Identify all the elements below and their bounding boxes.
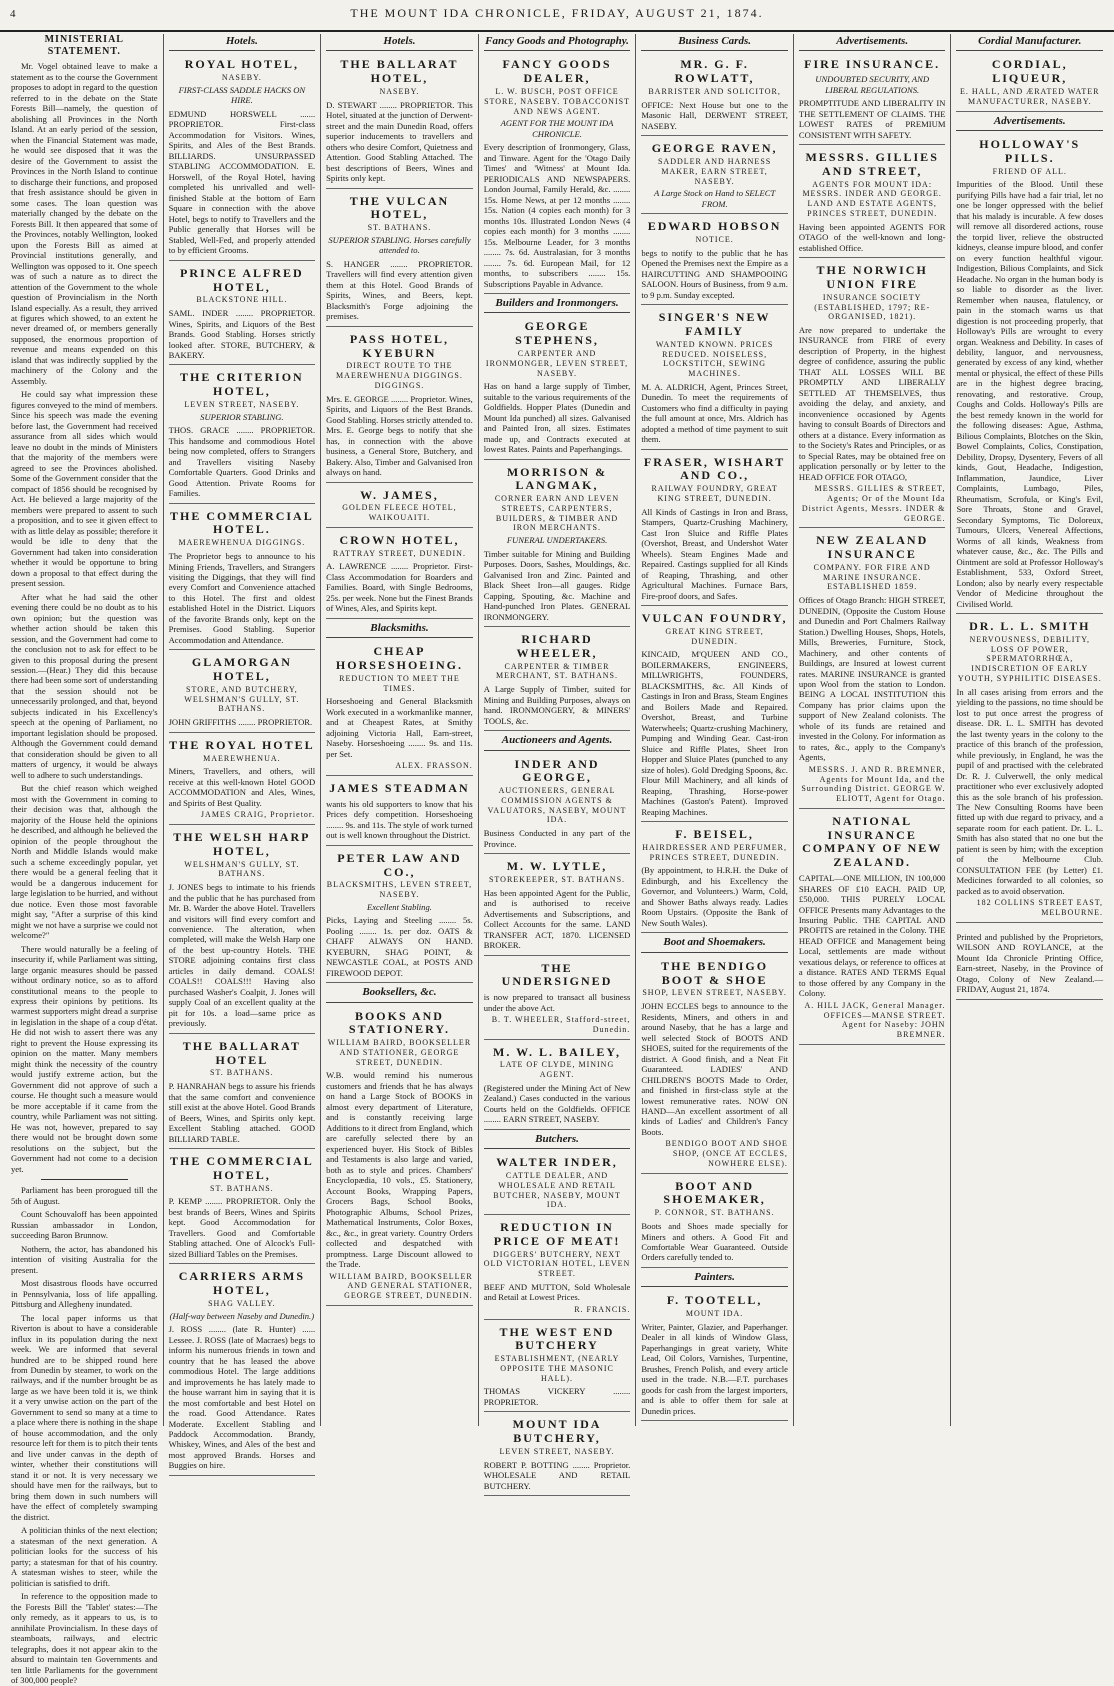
advertisement-heading: FRASER, WISHART AND CO., [643,454,786,483]
advertisement-body: Printed and published by the Proprietors, WILSON AND ROYLANCE, at the Mount Ida Chronicle Printing Office, Earn-street, Naseby, in the Province of Otago, Colony of New Zealand.—FRIDAY, August 21, 1874. [956,931,1104,995]
advertisement [169,368,316,503]
advertisement-heading: CHEAP HORSESHOEING. [335,644,463,673]
section-heading: Cordial Manufacturer. [956,35,1103,51]
advertisement-tagline: Excellent Stabling. [366,901,432,912]
advertisement-subheading: MAEREWHENUA DIGGINGS. [178,538,306,548]
advertisement-body: PROMPTITUDE AND LIBERALITY IN THE SETTLEMENT OF CLAIMS. THE LOWEST RATES of PREMIUM CONSISTENT WITH SAFETY. [798,98,946,140]
advertisement [169,1267,316,1476]
advertisement-subheading: MOUNT IDA. [685,1309,744,1319]
advertisement-signature: WILLIAM BAIRD, BOOKSELLER AND GENERAL STATIONER, GEORGE STREET, DUNEDIN. [329,1271,473,1301]
advertisement-body: CAPITAL—ONE MILLION, IN 100,000 SHARES OF £10 EACH. PAID UP, £50,000. THIS PURELY LOCAL OFFICE Presents many Advantages to the Insuring Public. THE CAPITAL AND PROFITS are retained in the Colony. THE HEAD OFFICE and Management being Local, settlements are made without vexatious delays, or reference to offices at a distance. RATES AND TERMS Equal to those offered by any Company in the Colony. [798,873,946,999]
advertisement [956,926,1103,1000]
advertisement [169,264,316,366]
advertisement-subheading: WILLIAM BAIRD, BOOKSELLER AND STATIONER, GEORGE STREET, DUNEDIN. [327,1038,472,1067]
advertisement-subheading: ST. BATHANS. [367,223,432,233]
advertisement-subheading: SHOP, LEVEN STREET, NASEBY. [642,988,787,998]
advertisement-heading: W. JAMES, [360,487,439,502]
advertisement [169,55,316,260]
advertisement-body: EDMUND HORSWELL ....... PROPRIETOR. First-class Accommodation for Visitors. Wines, Spirits, and Ales of the Best Brands. BILLIARDS. UNSURPASSED STABLING ACCOMMODATION. E. Horswell, of the Royal Hotel, having completed his unrivalled and well-finished Stable at the bottom of Earn Square in connection with the above Hotel, begs to notify to Travellers and the Public generally that Horses will be Stabled, Well-Fed, and properly attended to by efficient Grooms. [168,108,316,256]
advertisement-body: OFFICE: Next House but one to the Masonic Hall, DERWENT STREET, NASEBY. [641,99,788,131]
section-heading: Business Cards. [641,35,788,51]
advertisement [326,531,473,619]
advertisement [641,217,788,305]
section-heading: Painters. [641,1271,788,1287]
advertisement-subheading: RAILWAY FOUNDRY, GREAT KING STREET, DUNEDIN. [651,484,778,504]
advertisement-heading: THE BALLARAT HOTEL, [340,57,459,86]
advertisement-body: Has been appointed Agent for the Public, and is authorised to receive Advertisements and Subscriptions, and Collect Accounts for the same. LAND TRANSFER ACT, 1870. LICENSED BROKER. [483,887,631,951]
column-7 [951,34,1108,1426]
advertisement [641,308,788,450]
advertisement [641,453,788,606]
column-6 [794,34,952,1426]
advertisement-subheading: GREAT KING STREET, DUNEDIN. [665,626,764,646]
article-paragraph: He could say what impression these figures conveyed to the mind of members. Since his speech was made the evening before last, the Government had received assurance from all sides which would leave no doubt in the minds of Ministers that the majority of the members were agreed to see the Provinces abolished. Some of the Government consider that the compact of 1856 should be recognised by Act. He believed a large majority of the members were prepared to assent to such a proposition, and to see it given effect to with as little delay as possible; therefore it would be idle to deny that the Government had taken into consideration whether it would be opportune to bring down a proposal to that effect during the present session. [11,389,158,589]
advertisement [169,653,316,732]
advertisement-body: Are now prepared to undertake the INSURANCE from FIRE of every description of Property, in the highest degree of confidence, assuring the public THAT ALL LOSSES WILL BE PROMPTLY AND LIBERALLY SETTLED AT THEMSELVES, thus avoiding the delay, and anxiety, and inconvenience occasioned by Agents having to consult Boards of Directors and others at a distance. Every information as to the Society's Rates and Principles, or as to Special Rates, may be obtained free on application personally or by letter to the HEAD OFFICE FOR OTAGO, [798,325,946,482]
advertisement-subheading: DIGGERS' BUTCHERY, NEXT OLD VICTORIAN HOTEL, LEVEN STREET. [483,1249,631,1279]
advertisement-subheading: INSURANCE SOCIETY (ESTABLISHED, 1797; RE-ORGANISED, 1821). [814,292,931,322]
advertisement [169,736,316,825]
advertisement-heading: NATIONAL INSURANCE COMPANY OF NEW ZEALAND. [802,813,943,870]
news-paragraph: Parliament has been prorogued till the 5th of August. [11,1185,158,1206]
advertisement-subheading: RATTRAY STREET, DUNEDIN. [332,548,466,558]
advertisement-subheading: WANTED KNOWN. PRICES REDUCED. NOISELESS, LOCKSTITCH, SEWING MACHINES. [655,339,774,379]
advertisement-heading: DR. L. L. SMITH [969,619,1091,634]
advertisement-subheading: NASEBY. [379,87,420,96]
article-paragraph: After what he had said the other evening there could be no doubt as to his own opinion; but the question was whether action should be taken this session, and the Government had come to the conclusion not to ask for effect to be given to this proposal during the present session.—(Hear.) They did this because there had been some sort of understanding that the session should not be unnecessarily prolonged, and that, beyond subjects indicated in his Excellency's speech at the opening of Parliament, no important legislation should be proposed. Although the Government could demand that consideration should be given to all matters of urgency, it would be always well to adhere to such understandings. [11,591,158,780]
advertisement-body: Every description of Ironmongery, Glass, and Tinware. Agent for the 'Otago Daily Times' and 'Witness' at Mount Ida. PERIODICALS AND NEWSPAPERS. London Journal, Family Herald, &c. ........ 15s. Home News, at per 12 months ........ 15s. Nation (4 copies each month) for 3 months 10s. Illustrated London News (4 copies each month) for 3 months ........ 15s. Melbourne Leader, for 3 months ........ 7s. 6d. Australasian, for 3 months ........ 7s. 6d. European Mail, for 12 months, to subscribers ........ 15s. Subscriptions Payable in Advance. [483,142,631,289]
advertisement-body: Impurities of the Blood. Until these purifying Pills have had a fair trial, let no one be longer oppressed with the belief that his malady is incurable. A few doses will remove all disordered actions, rouse the torpid liver, relieve the obstructed kidneys, cleanse impure blood, and confer on every function healthful vigour. Indigestion, Bilious Complaints, and Sick Headache. No organ in the human body is so liable to disorder as the liver. Remember when nausea, flatulency, or pain in the stomach warns us that digestion is not proceeding properly, that Holloway's Pills are wrought to every organ. Weakness and Debility. In cases of debility, languor, and nervousness, generated by excess of any kind, whether mental or physical, the effect of these Pills are in the highest degree bracing, renovating, and restorative. Croup, Coughs and Colds. Holloway's Pills are the best remedy known in the world for the following diseases: Ague, Asthma, Bilious Complaints, Blotches on the Skin, Bowel Complaints, Colics, Constipation, Debility, Dropsy, Dysentery, Fevers of all kinds, Gout, Headache, Indigestion, Inflammation, Jaundice, Liver Complaints, Lumbago, Piles, Rheumatism, Scrofula, or King's Evil, Sore Throats, Stone and Gravel, Secondary Symptoms, Tic Doloreux, Tumours, Ulcers, Venereal Affections, Worms of all kinds, Weakness from whatever cause, &c., &c. The Pills and Ointment are sold at Professor Holloway's Establishment, 533, Oxford Street, London; also by nearly every respectable Vendor of Medicine throughout the Civilised World. [956,179,1104,609]
section-heading: Advertisements. [799,35,946,51]
advertisement-body: A. LAWRENCE ........ Proprietor. First-Class Accommodation for Boarders and Families. Board, with Single Bedrooms, 25s. per week. None but the Finest Brands of Wines, Ales, and Spirits kept. [326,561,473,614]
advertisement-subheading: LATE OF CLYDE, MINING AGENT. [499,1060,615,1080]
article-ministerial-statement [11,34,158,1174]
advertisement [484,755,631,855]
advertisement-heading: SINGER'S NEW FAMILY [658,310,771,338]
advertisement-body: J. ROSS ........ (late R. Hunter) ...... Lessee. J. ROSS (late of Macraes) begs to inform his numerous friends in town and country that he has leased the above commodious Hotel. The large additions and improvements he has lately made to the house warrant him in saying that it is the most comfortable and best Hotel on the road. Good Attendance. Rates Moderate. Excellent Stabling and Paddock Accommodation. Brandy, Whiskey, Wines, and Ales of the best and most approved Brands. Horses and Buggies on hire. [168,1324,316,1471]
advertisement-heading: GEORGE STEPHENS, [515,319,599,348]
advertisement-tagline: UNDOUBTED SECURITY, AND LIBERAL REGULATIONS. [815,74,930,95]
advertisement-heading: NEW ZEALAND INSURANCE [816,533,929,562]
advertisement-signature: A. HILL JACK, General Manager. OFFICES—MANSE STREET. Agent for Naseby: JOHN BREMNER. [804,1000,946,1040]
news-paragraph: Most disastrous floods have occurred in Pennsylvania, loss of life appalling. Pittsburg and Allegheny inundated. [11,1278,158,1310]
advertisement-signature: B. T. WHEELER, Stafford-street, Dunedin. [491,1015,631,1034]
page-number: 4 [10,8,16,20]
advertisement-tagline: FIRST-CLASS SADDLE HACKS ON HIRE. [178,84,306,106]
advertisement-heading: THE WEST END BUTCHERY [499,1324,615,1353]
article-paragraph: But the chief reason which weighed most with the Government in coming to their decision was that, although the majority of the House held the opinions he described, and although he believed the opinion of the people throughout the North and Middle Islands would make such a scheme exceedingly popular, yet there would be a general feeling that it would be a dangerous inducement for large legislation to be hurried, and without due notice. Even those most favorable might say, "After a surprise of this kind might we not have a surprise we could not welcome?" [11,783,158,941]
column-5 [636,34,794,1426]
advertisement [326,779,473,846]
advertisement-subheading: REDUCTION TO MEET THE TIMES. [339,673,460,693]
advertisement-tagline: SUPERIOR STABLING. Horses carefully attended to. [328,234,471,256]
advertisement [326,192,473,327]
advertisement [326,330,473,483]
advertisement-body: A Large Supply of Timber, suited for Mining and Building Purposes, always on hand. IRONMONGERY, & MINERS' TOOLS, &c. [483,684,631,726]
advertisement-heading: FIRE INSURANCE. [804,57,941,72]
advertisement-heading: GEORGE RAVEN, [651,141,778,156]
article-paragraph: Mr. Vogel obtained leave to make a statement as to the course the Government proposes to adopt in regard to the question referred to in the debate on the State Forests Bill—namely, the question of abolishing all Provinces in the North Island. At an early period of the session, when the Financial Statement was made, he would see disposed that it was the desire of the Government to assist the Provinces in the North Island to continue to discharge their functions, and proposed that fresh assistance should be given in some cases. The loan question was materially changed by the debate on the Forests Bill. It then appeared that some of the Provinces, notably Wellington, looked upon the Forests Bill as aimed at Provincial institutions generally, and Wellington was opposed to it. One speech was of such a nature as to direct the attention of the Government to the whole question of Provincialism in the North Island especially. As a result, they arrived at figures which showed, to an extent he never dreamed of, or members generally supposed, the enormous proportion of revenue and means expended on this island that was indirectly supplied by the machinery of the Colony and the Assembly. [11,61,158,386]
advertisement-heading: MESSRS. GILLIES AND STREET, [805,150,939,178]
advertisement-heading: JAMES STEADMAN [329,780,470,795]
advertisement-subheading: CATTLE DEALER, AND WHOLESALE AND RETAIL BUTCHER, NASEBY, MOUNT IDA. [493,1171,621,1210]
advertisement [326,486,473,528]
advertisement-subheading: AGENTS FOR MOUNT IDA: MESSRS. INDER AND GEORGE. LAND AND ESTATE AGENTS, PRINCES STREET, DUNEDIN. [802,179,942,218]
advertisement-body: In all cases arising from errors and the yielding to the passions, no time should be lost to put once arrest the progress of disease. DR. L. L. SMITH has devoted the last twenty years in the colony to the practice of this branch of the profession, while previously, in England, he was the pupil of and practised with the celebrated Dr. R. J. Culverwell, the only medical practitioner who ever exclusively adopted this as the sole branch of his profession. The New Consulting Rooms have been fitted up with due regard to privacy, and a separate room for each patient. Dr. L. L. Smith has also stated that no one but the patient is seen by him; with the exception of the Melbourne Club. CONSULTATION FEE (by Letter) £1. Medicines forwarded to all colonies, so packed as to avoid observation. [956,686,1104,896]
advertisement-body: Has on hand a large supply of Timber, suitable to the various requirements of the Goldfields. Hopper Plates (Dunedin and Mount Ida punched) all sizes. Galvanised and Painted Iron, all sizes. Estimates made up, and Contracts executed at lowest Rates. Paints and Paperhangings. [483,381,631,455]
advertisement-heading: EDWARD HOBSON [647,219,782,234]
section-heading: Booksellers, &c. [326,986,473,1002]
section-heading: Blacksmiths. [326,622,473,638]
section-heading: Fancy Goods and Photography. [484,35,631,51]
advertisement-body: Business Conducted in any part of the Province. [483,828,631,849]
advertisement-heading: CARRIERS ARMS HOTEL, [178,1269,306,1298]
advertisement [484,857,631,955]
advertisement-heading: RICHARD WHEELER, [516,632,598,660]
advertisement [641,1291,788,1421]
advertisement-signature: MESSRS. J. AND R. BREMNER, Agents for Mount Ida, and the Surrounding District. GEORGE W. ELIOTT, Agent for Otago. [801,764,946,804]
advertisement [799,812,946,1045]
advertisement [956,135,1103,614]
advertisement-subheading: BLACKSTONE HILL. [196,295,288,305]
advertisement-heading: F. BEISEL, [675,827,754,842]
advertisement-heading: MORRISON & LANGMAK, [506,464,608,493]
advertisement-body: Miners, Travellers, and others, will receive at this well-known Hotel GOOD ACCOMMODATION and Ales, Wines, and Spirits of Best Quality. [168,766,316,808]
advertisement [484,1218,631,1320]
advertisement-subheading: WELSHMAN'S GULLY, ST. BATHANS. [184,859,300,879]
advertisement-body: (Registered under the Mining Act of New Zealand.) Cases conducted in the various Courts held on the Goldfields. OFFICE ........ EARN STREET, NASEBY. [483,1082,631,1125]
section-heading: Hotels. [169,35,316,51]
advertisement-subheading: NOTICE. [695,235,734,245]
advertisement-subheading: STORE, AND BUTCHERY, WELSHMAN'S GULLY, ST. BATHANS. [184,684,300,714]
advertisement [641,825,788,933]
advertisement-subheading: P. CONNOR, ST. BATHANS. [654,1208,775,1218]
advertisement-heading: BOOKS AND STATIONERY. [348,1008,450,1037]
advertisement-tagline: FUNERAL UNDERTAKERS. [506,535,608,546]
column-2 [164,34,322,1471]
advertisement-tagline: AGENT FOR THE MOUNT IDA CHRONICLE. [500,118,614,139]
advertisement-signature: BENDIGO BOOT AND SHOE SHOP, (ONCE AT ECCLES, NOWHERE ELSE). [665,1139,788,1168]
advertisement-heading: FANCY GOODS DEALER, [502,57,612,86]
news-paragraph: In reference to the opposition made to the Forests Bill the 'Tablet' states:—The only remedy, as it appears to us, is to annihilate Provincialism. In these days of steamboats, railways, and electric telegraphs, does it not appear akin to the absurd to maintain ten Governments and ten little Parliaments for the government of 300,000 people? [11,1591,158,1686]
advertisement-heading: WALTER INDER, [496,1155,618,1170]
advertisement-body: SAML. INDER ........ PROPRIETOR. Wines, Spirits, and Liquors of the Best Brands. Good Stabling. Horses strictly looked after. STORE, BUTCHERY, & BAKERY. [168,308,316,360]
advertisement [169,507,316,651]
advertisement [326,849,473,983]
advertisement [799,55,946,145]
section-heading: Hotels. [326,35,473,51]
advertisement-body: J. JONES begs to intimate to his friends and the public that he has purchased from Mr. B. Warder the above Hotel. Travellers and visitors will find every comfort and convenience. The alteration, when completed, will make the Welsh Harp one of the best up-country Hotels. THE STORE adjoining contains first class articles in daily demand. COALS! COALS!! COALS!!! Having also purchased Washer's Coalpit, J. Jones will supply Coal of an excellent quality at the pit for 10s. a load—same price as previously. [168,882,316,1029]
advertisement [956,55,1103,111]
advertisement-heading: THE ROYAL HOTEL [169,737,315,752]
advertisement [799,261,946,528]
advertisement-body: JOHN GRIFFITHS ........ PROPRIETOR. [168,717,313,728]
advertisement [484,630,631,731]
news-paragraph: The local paper informs us that Riverton is about to have a considerable influx in its population during the next week. We are informed that several hundred are to be shipped round here from Dunedin by steamer, to work on the railways, and if the number brought be as large as we have been told it is, we think it a very unwise action on the part of the Government to send so many at a time to a place where there is nothing in the shape of house accommodation, and the only resource left for them is to pitch their tents and live under canvas in the depth of winter, whether their constitutions will stand it or not. It is very necessary we should have men for the railways, but to bring them down in such numbers will have the effect of completely swamping the district. [11,1312,158,1522]
column-3 [321,34,479,1426]
advertisement-heading: THE BALLARAT HOTEL [182,1038,301,1067]
advertisement [484,959,631,1040]
advertisement-subheading: NASEBY. [221,73,262,83]
advertisement-heading: INDER AND GEORGE, [514,756,600,785]
advertisement-body: Having been appointed AGENTS FOR OTAGO of the well-known and long-established Office. [798,221,946,253]
advertisement-body: P. KEMP ........ PROPRIETOR. Only the best brands of Beers, Wines and Spirits kept. Good Accommodation for Travellers. Good and Comfortable Stabling attached. One of Alcock's Full-sized Billiard Tables on the Premises. [168,1196,316,1259]
column-1 [6,34,164,1686]
advertisement-subheading: CARPENTER & TIMBER MERCHANT, ST. BATHANS. [496,661,618,681]
advertisement-heading: THE VULCAN HOTEL, [349,193,450,222]
advertisement-tagline: A Large Stock on Hand to SELECT FROM. [653,188,776,209]
advertisement [169,1037,316,1149]
advertisement-heading: BOOT AND SHOEMAKER, [663,1178,766,1207]
news-paragraph: Count Schouvaloff has been appointed Russian ambassador in London, succeeding Baron Brunnow. [11,1209,158,1241]
advertisement-subheading: CARPENTER AND IRONMONGER, LEVEN STREET, NASEBY. [485,349,629,378]
advertisement-subheading: STOREKEEPER, ST. BATHANS. [488,874,626,884]
advertisement-tagline: SUPERIOR STABLING. [200,411,284,422]
advertisement-body: BEEF AND MUTTON, Sold Wholesale and Retail at Lowest Prices. [483,1281,631,1303]
advertisement-subheading: L. W. BUSCH, POST OFFICE STORE, NASEBY. TOBACCONIST AND NEWS AGENT. [484,87,630,116]
advertisement-heading: HOLLOWAY'S PILLS. [979,136,1081,165]
article-paragraph: There would naturally be a feeling of insecurity if, while Parliament was sitting, large organic measures should be passed without ordinary notice, so as to afford constitutional means to the people to express their opinions by petitions. Its warmest supporters might dread a surprise in legislation in the shape of a coup d'état. He did not wish to assert there was any right to prevent the House expressing its opinion on the matter. Many members might think the necessity of the country would justify extreme action, but the Government did not approve of such a course. He thought such a measure would be more acceptable if it came from the country, while Parliament was not sitting. He was not, however, prepared to say there would not be brought down some resolutions on the subject, but the Government had not come to a decision yet. [11,943,158,1174]
advertisement [169,1152,316,1264]
advertisement-heading: MOUNT IDA BUTCHERY, [512,1417,602,1446]
advertisement [484,1323,631,1413]
advertisement-body: JOHN ECCLES begs to announce to the Residents, Miners, and others in and around Naseby, that he has a large and well selected Stock of BOOTS AND SHOES, suited for the requirements of the district. A Good finish, and a Neat Fit Guaranteed. LADIES' AND CHILDREN'S BOOTS Made to Order, and finished in first-class style at the lowest remunerative rates. NOW ON HAND—An excellent assortment of all kinds of Ladies' and Children's Fancy Boots. [641,1001,788,1137]
advertisement [799,148,946,258]
advertisement-subheading: MAEREWHENUA. [203,753,281,763]
advertisement-heading: CORDIAL, LIQUEUR, [991,57,1068,86]
advertisement-heading: THE NORWICH UNION FIRE [816,263,928,291]
advertisement-body: All Kinds of Castings in Iron and Brass, Stampers, Quartz-Crushing Machinery, Cast Iron Sluice and Riffle Plates (Overshot, Breast, and Undershot Water Wheels). Steam Engines Made and Repaired. Castings supplied for all Kinds of Reaping, Thrashing, and other Agricultural Machines. Furnace Bars, Fire-proof doors, and Safes. [641,506,788,601]
advertisement-subheading: ST. BATHANS. [210,1183,274,1193]
newspaper-title: THE MOUNT IDA CHRONICLE, FRIDAY, AUGUST 21, 1874. [350,6,764,20]
advertisement-heading: THE WELSH HARP HOTEL, [173,829,311,858]
advertisement-subheading: ESTABLISHMENT, (NEARLY OPPOSITE THE MASONIC HALL). [494,1354,620,1383]
advertisement-heading: M. W. L. BAILEY, [493,1044,621,1059]
advertisement-heading: THE CRITERION HOTEL, [180,370,304,399]
advertisement [484,1043,631,1130]
advertisement [799,531,946,809]
advertisement-body: begs to notify to the public that he has Opened the Premises next the Empire as a HAIRCUTTING AND SHAMPOOING SALOON. Hours of Business, from 9 a.m. to 9 p.m. Sunday excepted. [641,247,788,300]
advertisement [641,55,788,136]
advertisement-body: ROBERT P. BOTTING ........ Proprietor. WHOLESALE AND RETAIL BUTCHERY. [483,1459,631,1491]
advertisement-body: D. STEWART ........ PROPRIETOR. This Hotel, situated at the junction of Derwent-street and the main Dunedin Road, offers superior inducements to travellers and others who desire Comfort, Quietness and Attention. Good Stabling Attached. The best descriptions of Beers, Wines and Spirits only kept. [326,99,473,184]
advertisement [484,317,631,459]
section-heading: Butchers. [484,1133,631,1149]
advertisement [484,1153,631,1215]
advertisement-heading: VULCAN FOUNDRY, [641,611,788,626]
advertisement-subheading: FRIEND OF ALL. [992,166,1067,176]
advertisement-heading: F. TOOTELL, [666,1293,763,1308]
advertisement-subheading: BLACKSMITHS, LEVEN STREET, NASEBY. [326,880,473,900]
advertisement-heading: MR. G. F. ROWLATT, [674,57,755,86]
section-heading: Boot and Shoemakers. [641,936,788,952]
advertisement [484,55,631,294]
advertisement-tagline: (Half-way between Naseby and Dunedin.) [169,1310,315,1321]
advertisement-signature: JAMES CRAIG, Proprietor. [200,810,316,820]
advertisement-subheading: ST. BATHANS. [210,1068,274,1078]
advertisement-body: Horseshoeing and General Blacksmith Work executed in a workmanlike manner, and at Cheapest Rates, at Smithy adjoining Victoria Hall, Earn-street, Naseby. Horseshoeing ........ 9s. and 11s. per Set. [326,696,473,759]
advertisement [326,1007,473,1306]
news-paragraph: A politician thinks of the next election; a statesman of the next generation. A politician looks for the success of his party; a statesman for that of his country. A statesman wishes to steer, while the politician is satisfied to drift. [11,1525,158,1588]
section-heading: Auctioneers and Agents. [484,734,631,750]
advertisement-signature: MESSRS. GILLIES & STREET, Agents; Or of the Mount Ida District Agents, Messrs. INDER & GEORGE. [801,484,946,523]
advertisement-subheading: SHAG VALLEY. [208,1298,276,1308]
columns [6,34,1108,1686]
advertisement-body: Offices of Otago Branch: HIGH STREET, DUNEDIN, (Opposite the Custom House and Dunedin and Port Chalmers Railway Station.) Dwelling Houses, Shops, Hotels, Mills, Breweries, Furniture, Stock, Machinery, and other contents of Buildings, are Insured at lowest current rates. MARINE INSURANCE is granted upon Wool from the station to London. BEING A LOCAL INSTITUTION this Company has prior claims upon the support of New Zealand colonists. The whole of its funds are retained and invested in the Colony. For information as to rates, &c., apply to the Company's Agents, [798,595,946,763]
advertisement [641,139,788,214]
section-heading: Advertisements. [956,115,1103,131]
article-heading: MINISTERIAL STATEMENT. [44,34,124,58]
advertisement-body: Timber suitable for Mining and Building Purposes. Doors, Sashes, Mouldings, &c. Galvanised Iron and Zinc. Painted and Black Sheet Iron—all gauges. Ridge Capping, Spouting, &c. Machine and Hand-punched Iron Plates. GENERAL IRONMONGERY. [483,548,631,622]
advertisement [641,1177,788,1268]
advertisement-heading: PRINCE ALFRED HOTEL, [180,265,304,294]
masthead [0,0,1114,32]
advertisement-body: KINCAID, M'QUEEN AND CO., BOILERMAKERS, ENGINEERS, MILLWRIGHTS, FOUNDERS, BLACKSMITHS, &c. All Kinds of Castings in Iron and Brass, Steam Engines and Boilers Made and Repaired. Overshot, Breast, and Turbine Waterwheels; Quartz-crushing Machinery, Pumping and Winding Gear. Cast-iron Sluice and Riffle Plates, Sheet Iron Hopper and Sluice Plates (punched to any size of holes). Gold Dredging Spoons, &c. Flour Mill Machinery, and all kinds of Reaping, Thrashing, Horse-power Machines (Gaston's Patent). Improved Reaping Machines. [641,649,788,817]
advertisement-heading: PASS HOTEL, KYEBURN [349,331,450,360]
advertisement-heading: THE BENDIGO BOOT & SHOE [661,958,769,987]
advertisement-heading: M. W. LYTLE, [506,859,608,874]
advertisement [641,609,788,822]
advertisement-heading: THE UNDERSIGNED [501,960,613,989]
advertisement-body: P. HANRAHAN begs to assure his friends that the same comfort and convenience still exist at the above Hotel. Good Brands of Beers, Wines, and Spirits only kept. Excellent Stabling attached. GOOD BILLIARD TABLE. [168,1081,316,1144]
advertisement [484,463,631,627]
advertisement-subheading: COMPANY. FOR FIRE AND MARINE INSURANCE. ESTABLISHED 1859. [813,562,931,592]
column-4 [479,34,637,1491]
advertisement [169,828,316,1034]
advertisement [641,957,788,1174]
advertisement-heading: PETER LAW AND CO., [337,850,462,879]
advertisement-body: (By appointment, to H.R.H. the Duke of Edinburgh, and his Excellency the Governor, and Volunteers.) Warm, Cold, and Shower Baths always ready. Ladies Room Upstairs. (Opposite the Bank of New South Wales). [641,865,788,928]
advertisement-body: Picks, Laying and Steeling ........ 5s. Pooling ........ 1s. per doz. OATS & CHAFF ALWAYS ON HAND. KYEBURN, SHAG POINT, & NEWCASTLE COAL, at POSTS AND FIREWOOD DEPOT. [326,915,473,978]
advertisement-body: S. HANGER ........ PROPRIETOR. Travellers will find every attention given them at this Hotel. Good Brands of Spirits, Wines, and Beers, kept. Blacksmith's Forge adjoining the premises. [326,258,473,322]
advertisement-subheading: E. HALL, AND ÆRATED WATER MANUFACTURER, NASEBY. [960,87,1100,106]
advertisement-subheading: DIRECT ROUTE TO THE MAEREWHENUA DIGGINGS. DIGGINGS. [336,361,463,390]
advertisement-heading: THE COMMERCIAL HOTEL. [170,508,314,537]
advertisement [956,617,1103,923]
advertisement [484,1415,631,1496]
advertisement-subheading: LEVEN STREET, NASEBY. [499,1447,615,1457]
advertisement-subheading: NERVOUSNESS, DEBILITY, LOSS OF POWER, SPERMATORRHŒA, INDISCRETION OF EARLY YOUTH, SYPHILITIC DISEASES. [957,634,1102,683]
advertisement-body: Boots and Shoes made specially for Miners and others. A Good Fit and Comfortable Wear Guaranteed. Outside Orders carefully tended to. [641,1221,788,1263]
advertisement-heading: THE COMMERCIAL HOTEL, [170,1154,314,1182]
advertisement-heading: GLAMORGAN HOTEL, [191,655,292,684]
advertisement-heading: ROYAL HOTEL, [184,57,299,72]
advertisement-signature: R. FRANCIS. [574,1304,631,1314]
advertisement-body: THOS. GRACE ........ PROPRIETOR. This handsome and commodious Hotel being now completed, offers to Strangers and Travellers visiting Naseby Comfortable Quarters. Good Drinks and Good Attention. Private Rooms for Families. [168,425,316,499]
advertisement-body: Writer, Painter, Glazier, and Paperhanger. Dealer in all kinds of Window Glass, Paperhangings in great variety, White Lead, Oil Colors, Varnishes, Turpentine, Brushes, French Polish, and every article used in the trade. N.B.—F.T. purchases goods for cash from the largest importers, and is able to offer them for sale at Dunedin prices. [641,1321,788,1416]
advertisement [326,642,473,776]
advertisement-subheading: GOLDEN FLEECE HOTEL, WAIKOUAITI. [342,503,457,523]
advertisement-subheading: BARRISTER AND SOLICITOR, [648,87,781,96]
advertisement-signature: ALEX. FRASSON. [395,761,473,771]
section-heading: Builders and Ironmongers. [484,297,631,313]
advertisement-heading: REDUCTION IN PRICE OF MEAT! [493,1220,621,1248]
advertisement-body: W.B. would remind his numerous customers and friends that he has always on hand a Large Stock of BOOKS in almost every department of Literature, and is constantly receiving large Additions to it direct from England, which are carefully selected there by an experienced buyer. His Stock of Bibles and Testaments is also large and varied, both as to style and prices. Chambers' Encyclopædia, 10 vols., £5. Stationery, Account Books, Wrapping Papers, Grocers Bags, School Books, Photographic Albums, School Prizes, Mathematical Instruments, Color Boxes, &c., &c., in great variety. Country Orders collected and despatched with promptness. Large Discount allowed to the Trade. [326,1070,473,1270]
advertisement-body: Mrs. E. GEORGE ........ Proprietor. Wines, Spirits, and Liquors of the Best Brands. Good Stabling. Horses strictly attended to. Mrs. E. George begs to notify that she has, in connection with the above business, a General Store, Butchery, and Bakery. Also, Timber and Galvanised Iron always on hand. [326,393,473,478]
advertisement-subheading: HAIRDRESSER AND PERFUMER, PRINCES STREET, DUNEDIN. [642,842,787,862]
advertisement-heading: CROWN HOTEL, [339,532,460,547]
advertisement-subheading: SADDLER AND HARNESS MAKER, EARN STREET, NASEBY. [657,157,772,186]
advertisement-body: THOMAS VICKERY ........ PROPRIETOR. [483,1386,631,1407]
news-paragraph: Nothern, the actor, has abandoned his intention of visiting Australia for the present. [11,1243,158,1275]
advertisement-subheading: CORNER EARN AND LEVEN STREETS, CARPENTERS, BUILDERS, & TIMBER AND IRON MERCHANTS. [494,494,620,533]
advertisement-subheading: AUCTIONEERS, GENERAL COMMISSION AGENTS & VALUATORS, NASEBY, MOUNT IDA. [487,786,627,825]
divider [41,1179,128,1180]
advertisement-body: wants his old supporters to know that his Prices defy competition. Horseshoeing ........ 9s. and 11s. The style of work turned out is well known throughout the District. [326,798,473,841]
advertisement-body: is now prepared to transact all business under the above Act. [483,992,631,1013]
advertisement [326,55,473,188]
news-items [11,1185,158,1685]
advertisement-subheading: LEVEN STREET, NASEBY. [184,400,300,410]
advertisement-body: The Proprietor begs to announce to his Mining Friends, Travellers, and Strangers visiting the Diggings, that they will find every Comfort and Convenience attached to this Hotel. The first and oldest established Hotel in the District. Liquors of the favorite Brands only, kept on the Premises. Good Stabling. Superior Accommodation and Attendance. [168,551,316,645]
advertisement-body: M. A. ALDRICH, Agent, Princes Street, Dunedin. To meet the requirements of Customers who find a difficulty in paying the full amount at once, Mrs. Aldrich has adopted a method of time payment to suit them. [641,381,788,445]
advertisement-signature: 182 COLLINS STREET EAST, MELBOURNE. [976,898,1104,918]
